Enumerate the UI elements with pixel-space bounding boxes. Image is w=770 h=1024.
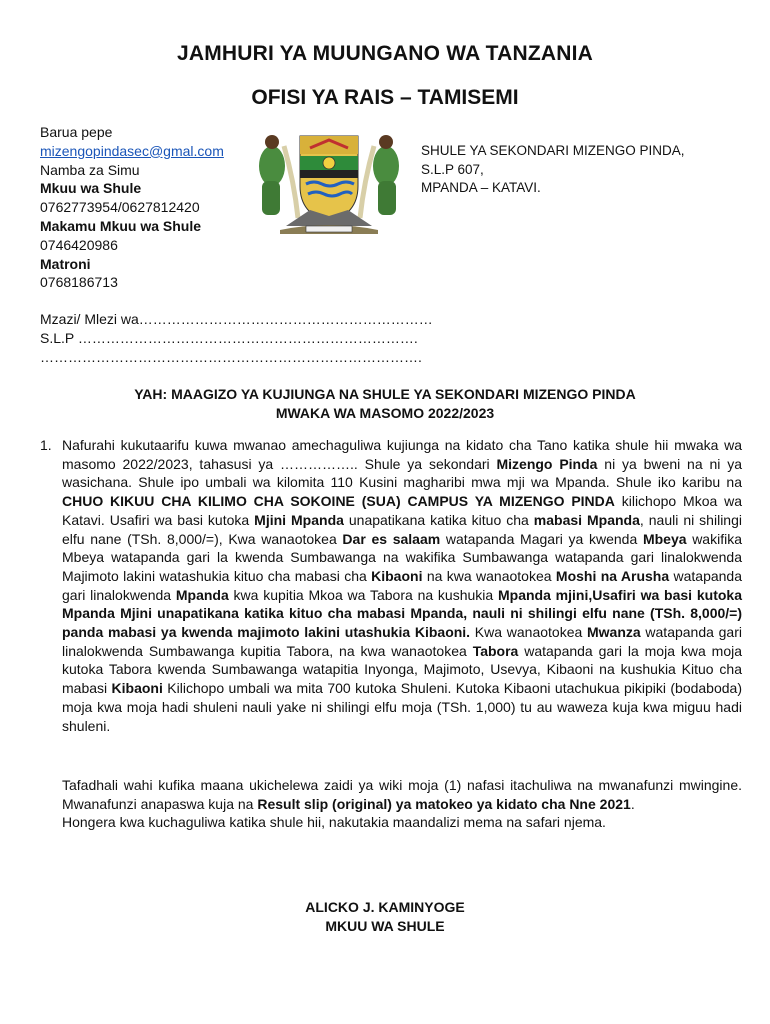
signature-block (0, 898, 770, 936)
text-run: unapatikana katika kituo cha (343, 511, 534, 528)
matron-phone: 0768186713 (40, 274, 118, 291)
bold-run: Mpanda (175, 586, 229, 603)
subject-heading (0, 385, 770, 423)
bold-run: Moshi na Arusha (555, 567, 670, 584)
bold-run: CHUO KIKUU CHA KILIMO CHA SOKOINE (SUA) CAMPUS YA MIZENGO PINDA (62, 493, 615, 510)
bold-run: Mjini Mpanda (254, 511, 344, 528)
email-link[interactable]: mizengopindasec@gmal.com (40, 142, 224, 159)
bold-run: Result slip (original) ya matokeo ya kidato cha Nne 2021 (257, 795, 631, 812)
recipient-line: ………………………………………………………………………. (40, 349, 422, 365)
paragraph-text (62, 436, 742, 735)
signatory-title: MKUU WA SHULE (325, 918, 445, 934)
text-run: Kilichopo umbali wa mita 700 kutoka Shuleni. Kutoka Kibaoni utachukua pikipiki (bodaboda) moja kwa moja hadi shuleni nauli yake ni shilingi elfu moja (TSh. 1,000) tu au waweza kuja kwa miguu hadi shuleni. (62, 680, 742, 734)
matron-label: Matroni (40, 255, 91, 272)
text-run: na kwa wanaotokea (422, 567, 556, 584)
header-subtitle: OFISI YA RAIS – TAMISEMI (251, 86, 519, 109)
deputy-phone: 0746420986 (40, 236, 118, 253)
recipient-line: S.L.P ………………………………………………………………. (40, 330, 418, 346)
paragraph-text: Hongera kwa kuchaguliwa katika shule hii, nakutakia maandalizi mema na safari njema. (62, 814, 606, 831)
bold-run: Kibaoni (111, 680, 163, 697)
paragraph-text (62, 776, 742, 813)
bold-run: Tabora (472, 642, 519, 659)
text-run: watapanda gari la moja kwa moja kutoka Tabora kwenda Sumbawanga watapitia Inyonga, Majimoto, Usevya, Kibaoni na kushukia Kituo cha mabasi (62, 642, 743, 697)
text-run: Kwa wanaotokea (470, 624, 587, 641)
text-run: wakifika Mbeya watapanda gari la kwenda Sumbawanga na wakifika Sumbawanga watapanda gari linalokwenda Majimoto lakini watashukia kituo cha mabasi cha (62, 530, 742, 584)
head-phone: 0762773954/0627812420 (40, 199, 200, 216)
closing-paragraphs (62, 776, 742, 832)
text-run: ni ya bweni na ni ya wasichana. Shule ipo umbali wa kilomita 110 Kusini magharibi mwa mji wa Mpanda. Shule iko karibu na (62, 455, 742, 491)
text-run: watapanda gari linalokwenda Sumbawanga kupitia Tabora, na kwa wanaotokea (62, 624, 742, 659)
contact-block (40, 123, 224, 292)
signatory-name: ALICKO J. KAMINYOGE (305, 899, 465, 915)
bold-run: mabasi Mpanda (533, 511, 640, 528)
header-title: JAMHURI YA MUUNGANO WA TANZANIA (176, 42, 594, 65)
text-run: watapanda gari linalokwenda (62, 567, 743, 603)
subject-line: MWAKA WA MASOMO 2022/2023 (275, 405, 495, 421)
text-run: kilichopo Mkoa wa Katavi. Usafiri wa basi kutoka (62, 493, 742, 528)
bold-run: Kibaoni (371, 567, 423, 584)
bold-run: Mizengo Pinda (496, 455, 598, 472)
text-run: Tafadhali wahi kufika maana ukichelewa zaidi ya wiki moja (1) nafasi itachuliwa na mwanafunzi mwingine. Mwanafunzi anapaswa kuja na (62, 777, 742, 812)
bold-run: Mbeya (642, 530, 687, 547)
paragraph-number: 1. (40, 437, 52, 453)
school-address-line: S.L.P 607, (421, 161, 484, 177)
subject-line: YAH: MAAGIZO YA KUJIUNGA NA SHULE YA SEKONDARI MIZENGO PINDA (134, 386, 636, 402)
text-run: watapanda Magari ya kwenda (440, 530, 643, 547)
text-run: , nauli ni shilingi elfu nane (TSh. 8,000/=), Kwa wanaotokea (62, 511, 742, 547)
text-run: . (630, 795, 635, 812)
school-address-line: MPANDA – KATAVI. (421, 180, 541, 195)
school-address (421, 142, 685, 198)
main-paragraph (40, 436, 742, 735)
bold-run: Mpanda mjini,Usafiri wa basi kutoka Mpanda Mjini unapatikana katika kituo cha mabasi Mpanda, nauli ni shilingi elfu nane (TSh. 8,000/=) panda mabasi ya kwenda majimoto lakini utashukia Kibaoni. (62, 586, 742, 641)
coat-of-arms-icon (250, 126, 408, 236)
phone-label: Namba za Simu (40, 161, 140, 178)
school-address-line: SHULE YA SEKONDARI MIZENGO PINDA, (421, 143, 685, 158)
deputy-label: Makamu Mkuu wa Shule (40, 217, 202, 234)
recipient-line: Mzazi/ Mlezi wa……………………………………………………… (40, 311, 433, 327)
recipient-block (40, 310, 433, 367)
email-label: Barua pepe (40, 124, 113, 140)
text-run: kwa kupitia Mkoa wa Tabora na kushukia (228, 586, 498, 603)
bold-run: Mwanza (587, 624, 641, 641)
head-label: Mkuu wa Shule (40, 180, 142, 197)
text-run: Nafurahi kukutaarifu kuwa mwanao amechaguliwa kujiunga na kidato cha Tano katika shule hii mwaka wa masomo 2022/2023, tahasusi ya …………….. Shule ya sekondari (62, 437, 742, 472)
bold-run: Dar es salaam (342, 530, 441, 547)
